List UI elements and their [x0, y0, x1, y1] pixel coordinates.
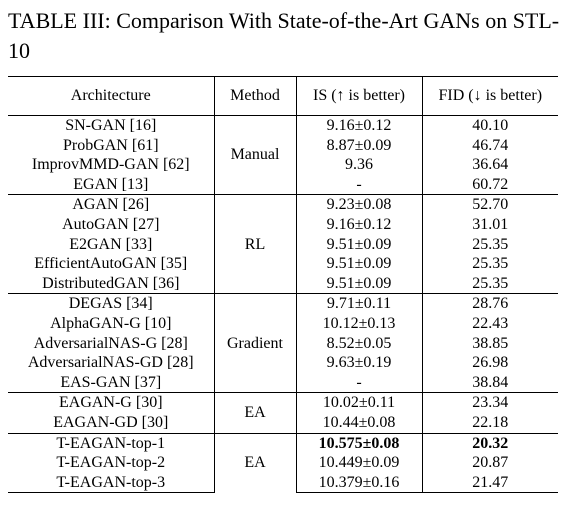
- architecture-cell: AlphaGAN-G [10]: [50, 314, 172, 332]
- fid-cell: 26.98: [422, 353, 558, 373]
- architecture-cell: AdversarialNAS-G [28]: [33, 334, 188, 352]
- table-row: [8, 433, 558, 453]
- is-cell: 9.51±0.09: [296, 235, 422, 255]
- is-cell: -: [296, 175, 422, 195]
- architecture-cell: E2GAN [33]: [69, 235, 153, 253]
- header-fid: FID (↓ is better): [422, 77, 558, 116]
- fid-cell: 31.01: [422, 215, 558, 235]
- fid-cell: 20.32: [422, 433, 558, 453]
- architecture-cell: AdversarialNAS-GD [28]: [27, 354, 194, 372]
- is-cell: 8.52±0.05: [296, 334, 422, 354]
- header-is: IS (↑ is better): [296, 77, 422, 116]
- method-cell: EA: [214, 393, 296, 433]
- architecture-cell: AutoGAN [27]: [62, 215, 160, 233]
- table-row: [8, 195, 558, 215]
- is-cell: 9.16±0.12: [296, 116, 422, 136]
- is-cell: 9.51±0.09: [296, 274, 422, 294]
- fid-cell: 46.74: [422, 136, 558, 156]
- fid-cell: 22.18: [422, 413, 558, 433]
- architecture-cell: EAS-GAN [37]: [60, 373, 162, 391]
- fid-cell: 22.43: [422, 314, 558, 334]
- is-cell: 10.379±0.16: [296, 473, 422, 493]
- method-cell: RL: [214, 195, 296, 294]
- architecture-cell: EAGAN-G [30]: [8, 393, 214, 413]
- table-header-row: [8, 77, 558, 116]
- fid-cell: 25.35: [422, 274, 558, 294]
- is-cell: 10.449±0.09: [296, 453, 422, 473]
- fid-cell: 25.35: [422, 254, 558, 274]
- header-architecture: Architecture: [8, 77, 214, 116]
- is-cell: 10.12±0.13: [296, 314, 422, 334]
- fid-cell: 38.84: [422, 373, 558, 393]
- method-cell: EA: [214, 433, 296, 493]
- architecture-cell: EfficientAutoGAN [35]: [34, 255, 188, 273]
- architecture-cell: T-EAGAN-top-3: [8, 473, 214, 493]
- fid-cell: 52.70: [422, 195, 558, 215]
- fid-cell: 20.87: [422, 453, 558, 473]
- architecture-cell: ImprovMMD-GAN [62]: [31, 156, 190, 174]
- table-row: [8, 116, 558, 136]
- comparison-table: [8, 76, 558, 493]
- header-method: Method: [214, 77, 296, 116]
- architecture-cell: T-EAGAN-top-2: [56, 454, 166, 472]
- table-body: [8, 116, 558, 493]
- is-cell: 9.51±0.09: [296, 254, 422, 274]
- table-row: [8, 393, 558, 413]
- architecture-cell: AGAN [26]: [8, 195, 214, 215]
- fid-cell: 21.47: [422, 473, 558, 493]
- is-cell: 9.36: [296, 155, 422, 175]
- fid-cell: 40.10: [422, 116, 558, 136]
- is-cell: 8.87±0.09: [296, 136, 422, 156]
- fid-cell: 36.64: [422, 155, 558, 175]
- table-row: [8, 294, 558, 314]
- is-cell: 9.71±0.11: [296, 294, 422, 314]
- fid-cell: 23.34: [422, 393, 558, 413]
- is-cell: 9.63±0.19: [296, 353, 422, 373]
- method-cell: Gradient: [214, 294, 296, 393]
- is-cell: 9.23±0.08: [296, 195, 422, 215]
- is-cell: 10.44±0.08: [296, 413, 422, 433]
- architecture-cell: DEGAS [34]: [8, 294, 214, 314]
- architecture-cell: DistributedGAN [36]: [42, 274, 180, 292]
- table-caption: TABLE III: Comparison With State-of-the-Art GANs on STL-10: [8, 8, 560, 63]
- is-cell: 10.02±0.11: [296, 393, 422, 413]
- fid-cell: 25.35: [422, 235, 558, 255]
- fid-cell: 38.85: [422, 334, 558, 354]
- fid-cell: 60.72: [422, 175, 558, 195]
- architecture-cell: ProbGAN [61]: [62, 136, 159, 154]
- architecture-cell: SN-GAN [16]: [8, 116, 214, 136]
- fid-cell: 28.76: [422, 294, 558, 314]
- is-cell: 9.16±0.12: [296, 215, 422, 235]
- architecture-cell: EGAN [13]: [73, 175, 149, 193]
- method-cell: Manual: [214, 116, 296, 195]
- architecture-cell: T-EAGAN-top-1: [8, 433, 214, 453]
- is-cell: -: [296, 373, 422, 393]
- is-cell: 10.575±0.08: [296, 433, 422, 453]
- architecture-cell: EAGAN-GD [30]: [53, 413, 169, 431]
